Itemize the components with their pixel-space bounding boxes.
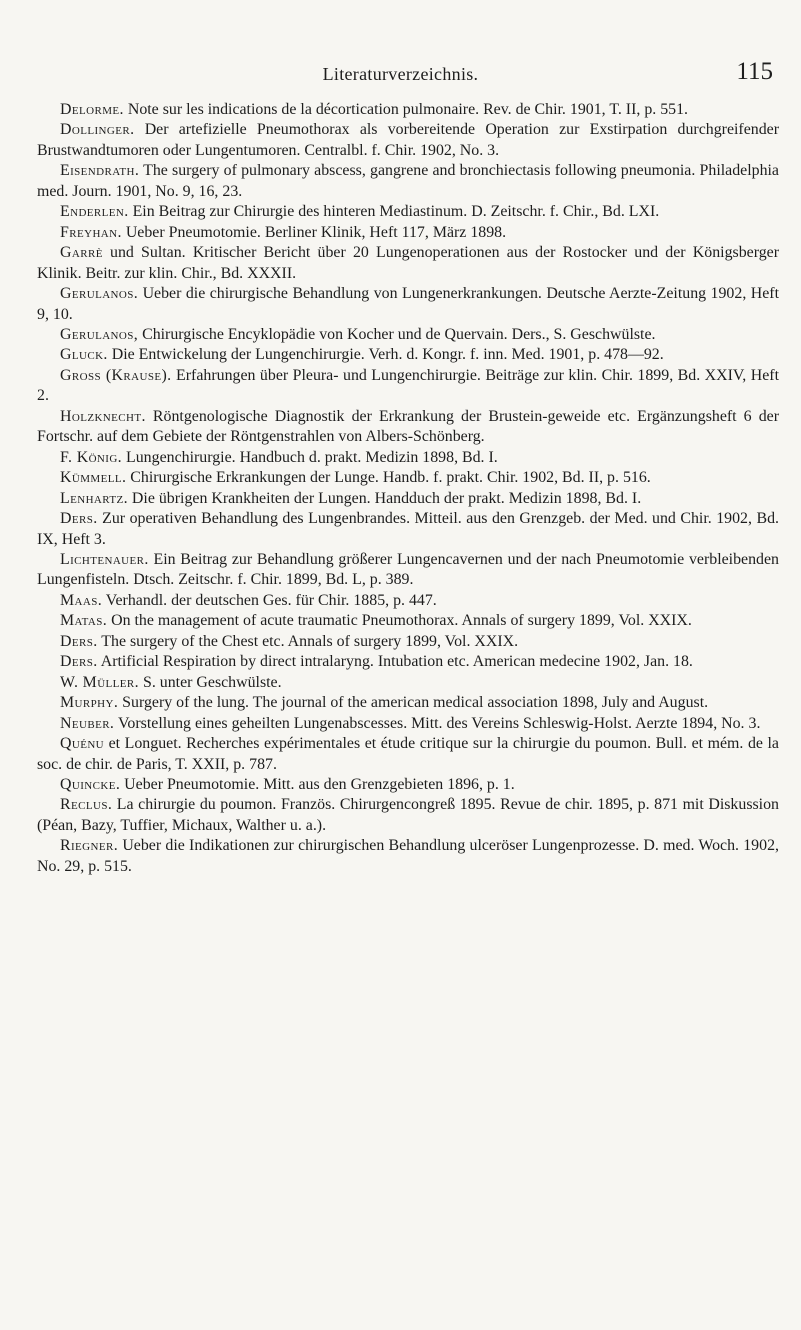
reference-author: Dollinger.: [60, 121, 135, 139]
reference-text: et Longuet. Recherches expérimentales et étude critique sur la chirurgie du poumon. Bull. et mém. de la soc. de chir. de Paris, T. XXII, p. 787.: [37, 735, 779, 773]
reference-entry: [37, 509, 779, 550]
reference-author: Gluck.: [60, 346, 108, 364]
reference-entry: [37, 734, 779, 775]
reference-author: Riegner.: [60, 837, 119, 855]
reference-text: Röntgenologische Diagnostik der Erkrankung der Brustein-geweide etc. Ergänzungsheft 6 der Fortschr. auf dem Gebiete der Röntgenstrahlen von Albers-Schönberg.: [37, 407, 779, 446]
reference-entry: [37, 836, 779, 877]
reference-author: Lichtenauer.: [60, 550, 149, 568]
reference-entry: [37, 100, 779, 120]
reference-text: Note sur les indications de la décortication pulmonaire. Rev. de Chir. 1901, T. II, p. 551.: [123, 101, 689, 118]
reference-text: und Sultan. Kritischer Bericht über 20 Lungenoperationen aus der Rostocker und der Königsberger Klinik. Beitr. zur klin. Chir., Bd. XXXII.: [37, 244, 779, 282]
reference-text: Ueber Pneumotomie. Mitt. aus den Grenzgebieten 1896, p. 1.: [120, 775, 515, 793]
reference-entry: [37, 489, 779, 509]
page-number: 115: [736, 58, 773, 85]
reference-entry: [37, 714, 779, 734]
reference-text: Chirurgische Erkrankungen der Lunge. Handb. f. prakt. Chir. 1902, Bd. II, p. 516.: [126, 469, 651, 487]
reference-text: S. unter Geschwülste.: [139, 673, 282, 691]
reference-entry: [37, 223, 779, 243]
reference-text: The surgery of pulmonary abscess, gangrene and bronchiectasis following pneumonia. Philadelphia med. Journ. 1901, No. 9, 16, 23.: [37, 162, 779, 200]
reference-author: Maas.: [60, 591, 103, 609]
reference-author: Freyhan.: [60, 223, 122, 241]
reference-author: F. König.: [60, 448, 123, 466]
reference-text: Surgery of the lung. The journal of the american medical association 1898, July and August.: [118, 694, 709, 712]
reference-author: Murphy.: [60, 694, 119, 712]
reference-text: Die Entwickelung der Lungenchirurgie. Verh. d. Kongr. f. inn. Med. 1901, p. 478—92.: [107, 346, 664, 364]
reference-entry: [37, 448, 779, 468]
reference-text: Artificial Respiration by direct intralaryng. Intubation etc. American medecine 1902, Jan. 18.: [97, 653, 693, 671]
reference-text: Ein Beitrag zur Behandlung größerer Lungencavernen und der nach Pneumotomie verbleibenden Lungenfisteln. Dtsch. Zeitschr. f. Chir. 1899, Bd. L, p. 389.: [37, 550, 779, 589]
reference-author: Gerulanos,: [60, 325, 139, 343]
reference-entry: [37, 591, 779, 611]
reference-text: On the management of acute traumatic Pneumothorax. Annals of surgery 1899, Vol. XXIX.: [107, 612, 692, 630]
reference-text: Lungenchirurgie. Handbuch d. prakt. Medizin 1898, Bd. I.: [122, 448, 498, 466]
reference-author: Ders.: [60, 653, 98, 671]
reference-entry: [37, 673, 779, 693]
reference-author: Delorme.: [60, 101, 124, 118]
page-header: [0, 58, 801, 98]
reference-text: Chirurgische Encyklopädie von Kocher und de Quervain. Ders., S. Geschwülste.: [138, 325, 656, 343]
reference-text: Die übrigen Krankheiten der Lungen. Handduch der prakt. Medizin 1898, Bd. I.: [127, 489, 642, 507]
reference-author: Lenhartz.: [60, 489, 128, 507]
reference-entry: [37, 795, 779, 836]
reference-entry: [37, 243, 779, 284]
reference-author: Gerulanos.: [60, 285, 139, 303]
reference-author: Quénu: [60, 735, 105, 753]
running-title: Literaturverzeichnis.: [322, 64, 479, 84]
reference-text: Zur operativen Behandlung des Lungenbrandes. Mitteil. aus den Grenzgeb. der Med. und Chir. 1902, Bd. IX, Heft 3.: [37, 510, 779, 548]
reference-author: Reclus.: [60, 796, 113, 814]
reference-entry: [37, 325, 779, 345]
reference-text: The surgery of the Chest etc. Annals of surgery 1899, Vol. XXIX.: [97, 632, 519, 650]
reference-entry: [37, 550, 779, 591]
reference-entry: [37, 652, 779, 672]
reference-author: Quincke.: [60, 775, 121, 793]
reference-text: Verhandl. der deutschen Ges. für Chir. 1885, p. 447.: [102, 591, 437, 609]
reference-author: Gross (Krause).: [60, 366, 172, 384]
reference-text: La chirurgie du poumon. Französ. Chirurgencongreß 1895. Revue de chir. 1895, p. 871 mit Diskussion (Péan, Bazy, Tuffier, Michaux, Walther u. a.).: [37, 796, 779, 834]
reference-text: Erfahrungen über Pleura- und Lungenchirurgie. Beiträge zur klin. Chir. 1899, Bd. XXIV, Heft 2.: [37, 366, 779, 405]
reference-author: Garrè: [60, 244, 103, 262]
reference-entry: [37, 693, 779, 713]
reference-author: Holzknecht.: [60, 407, 146, 425]
reference-entry: [37, 161, 779, 202]
reference-author: Eisendrath.: [60, 162, 140, 180]
reference-author: Kümmell.: [60, 469, 127, 487]
reference-entry: [37, 366, 779, 407]
reference-entry: [37, 775, 779, 795]
reference-author: Enderlen.: [60, 203, 129, 221]
reference-text: Ein Beitrag zur Chirurgie des hinteren Mediastinum. D. Zeitschr. f. Chir., Bd. LXI.: [128, 203, 660, 221]
reference-author: Neuber.: [60, 714, 115, 732]
reference-text: Der artefizielle Pneumothorax als vorbereitende Operation zur Exstirpation durchgreifender Brustwandtumoren oder Lungentumoren. Centralbl. f. Chir. 1902, No. 3.: [37, 121, 779, 159]
reference-entry: [37, 345, 779, 365]
reference-entry: [37, 611, 779, 631]
reference-author: W. Müller.: [60, 673, 140, 691]
reference-list: [37, 100, 779, 877]
reference-entry: [37, 468, 779, 488]
reference-text: Ueber die chirurgische Behandlung von Lungenerkrankungen. Deutsche Aerzte-Zeitung 1902, Heft 9, 10.: [37, 285, 779, 323]
reference-author: Matas.: [60, 612, 108, 630]
reference-entry: [37, 284, 779, 325]
reference-entry: [37, 120, 779, 161]
reference-text: Ueber Pneumotomie. Berliner Klinik, Heft 117, März 1898.: [121, 223, 507, 241]
reference-text: Ueber die Indikationen zur chirurgischen Behandlung ulceröser Lungenprozesse. D. med. Woch. 1902, No. 29, p. 515.: [37, 837, 779, 875]
reference-author: Ders.: [60, 510, 98, 528]
reference-entry: [37, 632, 779, 652]
reference-text: Vorstellung eines geheilten Lungenabscesses. Mitt. des Vereins Schleswig-Holst. Aerzte 1894, No. 3.: [114, 714, 761, 732]
reference-entry: [37, 202, 779, 222]
reference-entry: [37, 407, 779, 448]
reference-author: Ders.: [60, 632, 98, 650]
